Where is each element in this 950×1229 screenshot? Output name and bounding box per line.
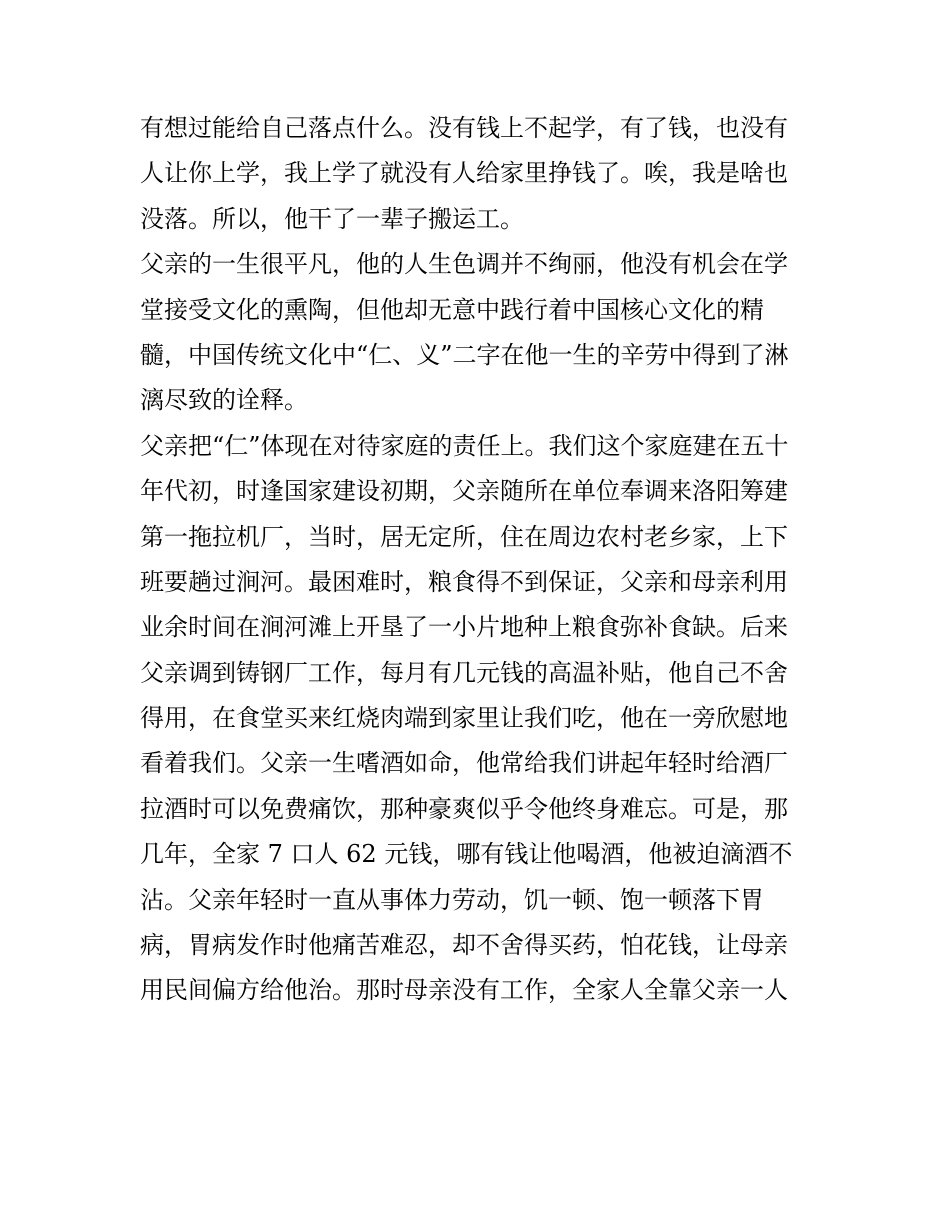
text-line: 堂接受文化的熏陶，但他却无意中践行着中国核心文化的精 [140, 295, 764, 324]
text-line: 看着我们。父亲一生嗜酒如命，他常给我们讲起年轻时给酒厂 [140, 749, 788, 778]
text-line: 班要趟过涧河。最困难时，粮食得不到保证，父亲和母亲利用 [140, 567, 788, 596]
text-line: 第一拖拉机厂，当时，居无定所，住在周边农村老乡家，上下 [140, 522, 788, 551]
text-line: 业余时间在涧河滩上开垦了一小片地种上粮食弥补食缺。后来 [140, 613, 788, 642]
text-line: 父亲调到铸钢厂工作，每月有几元钱的高温补贴，他自己不舍 [140, 658, 788, 687]
text-line: 父亲的一生很平凡，他的人生色调并不绚丽，他没有机会在学 [140, 250, 788, 279]
text-line: 没落。所以，他干了一辈子搬运工。 [140, 204, 524, 233]
text-line: 沾。父亲年轻时一直从事体力劳动，饥一顿、饱一顿落下胃 [140, 885, 764, 914]
text-line: 几年，全家 7 口人 62 元钱，哪有钱让他喝酒，他被迫滴酒不 [140, 840, 793, 869]
text-line: 拉酒时可以免费痛饮，那种豪爽似乎令他终身难忘。可是，那 [140, 794, 788, 823]
text-line: 漓尽致的诠释。 [140, 386, 308, 415]
text-line: 有想过能给自己落点什么。没有钱上不起学，有了钱，也没有 [140, 114, 788, 142]
text-line: 父亲把“仁”体现在对待家庭的责任上。我们这个家庭建在五十 [140, 431, 789, 460]
text-line: 髓，中国传统文化中“仁、义”二字在他一生的辛劳中得到了淋 [140, 340, 789, 369]
text-line: 得用，在食堂买来红烧肉端到家里让我们吃，他在一旁欣慰地 [140, 704, 788, 733]
text-line: 病，胃病发作时他痛苦难忍，却不舍得买药，怕花钱，让母亲 [140, 931, 788, 960]
text-line: 用民间偏方给他治。那时母亲没有工作，全家人全靠父亲一人 [140, 976, 788, 1005]
body-text [140, 106, 820, 1014]
text-line: 年代初，时逢国家建设初期，父亲随所在单位奉调来洛阳筹建 [140, 477, 788, 506]
text-line: 人让你上学，我上学了就没有人给家里挣钱了。唉，我是啥也 [140, 159, 788, 188]
